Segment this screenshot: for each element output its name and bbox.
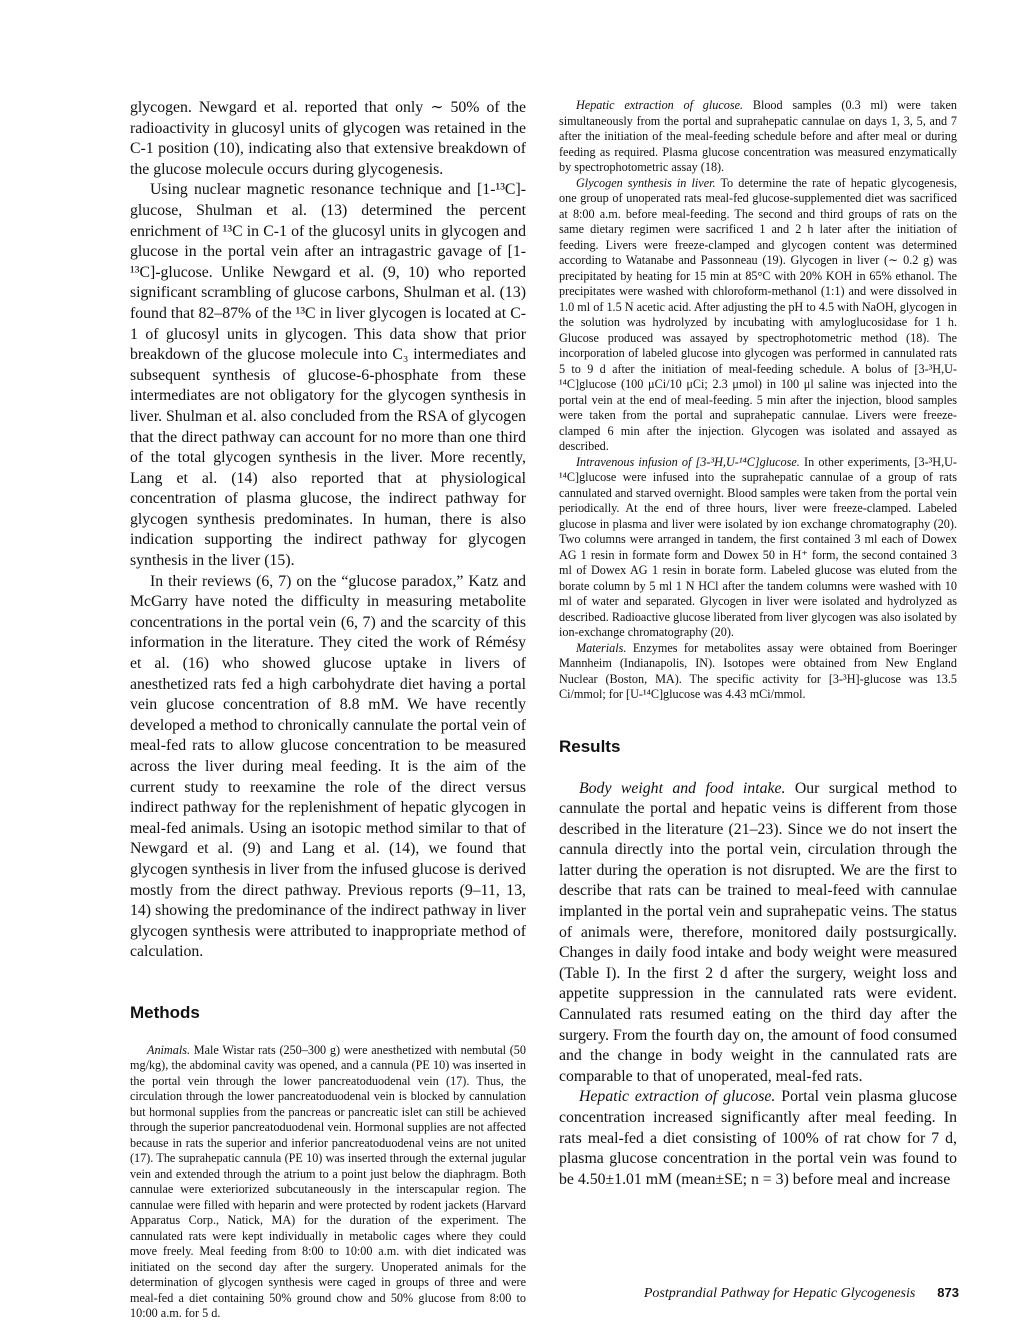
run-in-heading: Animals. xyxy=(147,1042,190,1057)
materials-paragraph xyxy=(559,641,957,703)
body-paragraph: Using nuclear magnetic resonance technique and [1-¹³C]-glucose, Shulman et al. (13) determined the percent enrichment of ¹³C in C-1 of the glucosyl units in glycogen and glucose in the portal vein after an intragastric gavage of [1-¹³C]-glucose. Unlike Newgard et al. (9, 10) who reported significant scrambling of glucose carbons, Shulman et al. (13) found that 82–87% of the ¹³C in liver glycogen is located at C-1 of glucosyl units in glycogen. This data show that prior breakdown of the glucose molecule into C₃ intermediates and subsequent synthesis of glucose-6-phosphate from these intermediates are not obligatory for the glycogen synthesis in liver. Shulman et al. also concluded from the RSA of glycogen that the direct pathway can account for no more than one third of the total glycogen synthesis in the liver. More recently, Lang et al. (14) also reported that at physiological concentration of plasma glucose, the indirect pathway for glycogen synthesis predominates. In human, there is also indication supporting the indirect pathway for glycogen synthesis in the liver (15). xyxy=(130,181,526,570)
paragraph-text: To determine the rate of hepatic glycogenesis, one group of unoperated rats meal-fed glucose-supplemented diet was sacrificed at 8:00 a.m. before meal-feeding. The second and third groups of rats on the same dietary regimen were sacrificed 1 and 2 h later after the initiation of feeding. Livers were freeze-clamped and glycogen content was determined according to Watanabe and Passonneau (19). Glycogen in liver (∼ 0.2 g) was precipitated by heating for 15 min at 85°C with 20% KOH in 65% ethanol. The precipitates were washed with chloroform-methanol (1:1) and were dissolved in 1.0 ml of 1.5 N acetic acid. After adjusting the pH to 4.5 with NaOH, glycogen in the solution was hydrolyzed by incubating with amyloglucosidase for 1 h. Glucose produced was assayed by spectrophotometric method (18). The incorporation of labeled glucose into glycogen was performed in cannulated rats 5 to 9 d after the initiation of meal-feeding schedule. A bolus of [3-³H,U-¹⁴C]glucose (100 μCi/10 μCi; 2.3 μmol) in 100 μl saline was injected into the portal vein at the end of meal-feeding. 5 min after the injection, blood samples were taken from the portal and suprahepatic cannulae. Livers were freeze-clamped 6 min after the injection. Glycogen was isolated and assayed as described. xyxy=(559,175,957,453)
paragraph-text: Enzymes for metabolites assay were obtained from Boeringer Mannheim (Indianapolis, IN). Isotopes were obtained from New England Nuclear (Boston, MA). The specific activity for [3-³H]-glucose was 13.5 Ci/mmol; for [U-¹⁴C]glucose was 4.43 mCi/mmol. xyxy=(559,640,957,701)
paragraph-text: Male Wistar rats (250–300 g) were anesthetized with nembutal (50 mg/kg), the abdominal cavity was opened, and a cannula (PE 10) was inserted in the portal vein through the lower pancreatoduodenal vein (17). Thus, the circulation through the lower pancreatoduodenal vein is blocked by cannulation but hormonal supplies from the pancreas or pancreatic islet can still be achieved through the superior pancreatoduodenal vein. Hormonal supplies are not affected because in rats the superior and inferior pancreatoduodenal veins are not united (17). The suprahepatic cannula (PE 10) was inserted through the external jugular vein and extended through the atrium to a point just below the diaphragm. Both cannulae were exteriorized subcutaneously in the interscapular region. The cannulae were filled with heparin and were protected by rodent jackets (Harvard Apparatus Corp., Natick, MA) for the duration of the experiment. The cannulated rats were kept individually in metabolic cages where they could move freely. Meal feeding from 8:00 to 10:00 a.m. with diet indicated was initiated on the second day after the surgery. Unoperated animals for the determination of glycogen synthesis were caged in groups of three and were meal-fed a diet containing 50% ground chow and 50% glucose from 8:00 to 10:00 a.m. for 5 d. xyxy=(130,1042,526,1321)
right-column xyxy=(559,98,957,1190)
hepatic-extraction-methods-paragraph xyxy=(559,98,957,176)
run-in-heading: Materials. xyxy=(576,640,627,655)
paragraph-text: Portal vein plasma glucose concentration increased significantly after meal feeding. In rats meal-fed a diet consisting of 100% of rat chow for 7 d, plasma glucose concentration in the portal vein was found to be 4.50±1.01 mM (mean±SE; n = 3) before meal and increase xyxy=(559,1088,958,1188)
run-in-heading: Body weight and food intake. xyxy=(579,779,786,797)
hepatic-extraction-results-paragraph xyxy=(559,1087,957,1190)
paragraph-text: Blood samples (0.3 ml) were taken simultaneously from the portal and suprahepatic cannulae on days 1, 3, 5, and 7 after the initiation of the meal-feeding schedule before and after meal or during feeding as required. Plasma glucose concentration was measured enzymatically by spectrophotometric assay (18). xyxy=(559,98,957,174)
infusion-paragraph xyxy=(559,455,957,641)
paragraph-text: Our surgical method to cannulate the portal and hepatic veins is different from those described in the literature (21–23). Since we do not insert the cannula directly into the portal vein, circulation through the latter during the operation is not disrupted. We are the first to describe that rats can be trained to meal-feed with cannulae implanted in the portal vein and suprahepatic veins. The status of animals were, therefore, monitored daily postsurgically. Changes in daily food intake and body weight were measured (Table I). In the first 2 d after the surgery, weight loss and appetite suppression in the cannulated rats were evident. Cannulated rats resumed eating on the third day after the surgery. From the fourth day on, the amount of food consumed and the change in body weight in the cannulated rats are comparable to that of unoperated, meal-fed rats. xyxy=(559,779,957,1085)
body-paragraph: glycogen. Newgard et al. reported that only ∼ 50% of the radioactivity in glucosyl units of glycogen was retained in the C-1 position (10), indicating also that extensive breakdown of the glucose molecule occurs during glycogenesis. xyxy=(130,99,526,178)
methods-heading: Methods xyxy=(130,1002,200,1022)
run-in-heading: Intravenous infusion of [3-³H,U-¹⁴C]glucose. xyxy=(576,454,800,469)
results-heading: Results xyxy=(559,736,621,756)
page-footer xyxy=(559,1285,959,1302)
running-title: Postprandial Pathway for Hepatic Glycogenesis xyxy=(643,1286,916,1301)
run-in-heading: Hepatic extraction of glucose. xyxy=(579,1088,776,1106)
run-in-heading: Glycogen synthesis in liver. xyxy=(576,175,716,190)
left-column xyxy=(130,98,526,1322)
animals-paragraph xyxy=(130,1043,526,1322)
run-in-heading: Hepatic extraction of glucose. xyxy=(576,98,744,112)
paragraph-text: In other experiments, [3-³H,U-¹⁴C]glucose were infused into the suprahepatic cannulae of a group of rats cannulated and starved overnight. Blood samples were taken from the portal vein periodically. At the end of three hours, liver were freeze-clamped. Labeled glucose in plasma and liver were isolated by ion exchange chromatography (20). Two columns were arranged in tandem, the first contained 3 ml each of Dowex AG 1 resin in formate form and Dowex 50 in H⁺ form, the second contained 3 ml of Dowex AG 1 resin in borate form. Labeled glucose was eluted from the borate column by 5 ml 1 N HCl after the tandem columns were washed with 10 ml of water and separated. Glycogen in liver were isolated and hydrolyzed as described. Radioactive glucose liberated from liver glycogen was also isolated by ion-exchange chromatography (20). xyxy=(559,454,957,639)
body-paragraph: In their reviews (6, 7) on the “glucose paradox,” Katz and McGarry have noted the difficulty in measuring metabolite concentrations in the portal vein (6, 7) and the scarcity of this information in the literature. They cited the work of Rémésy et al. (16) who showed glucose uptake in livers of anesthetized rats fed a high carbohydrate diet having a portal vein glucose concentration of 8.8 mM. We have recently developed a method to chronically cannulate the portal vein of meal-fed rats to allow glucose concentration to be measured across the liver during meal feeding. It is the aim of the current study to reexamine the role of the direct versus indirect pathway for the replenishment of hepatic glycogen in meal-fed animals. Using an isotopic method similar to that of Newgard et al. (9) and Lang et al. (14), we found that glycogen synthesis in liver from the infused glucose is derived mostly from the direct pathway. Previous reports (9–11, 13, 14) showing the predominance of the indirect pathway in liver glycogen synthesis were attributed to inappropriate method of calculation. xyxy=(130,572,526,961)
glycogen-synthesis-paragraph xyxy=(559,176,957,455)
body-weight-paragraph xyxy=(559,779,957,1088)
page-number: 873 xyxy=(937,1285,959,1300)
